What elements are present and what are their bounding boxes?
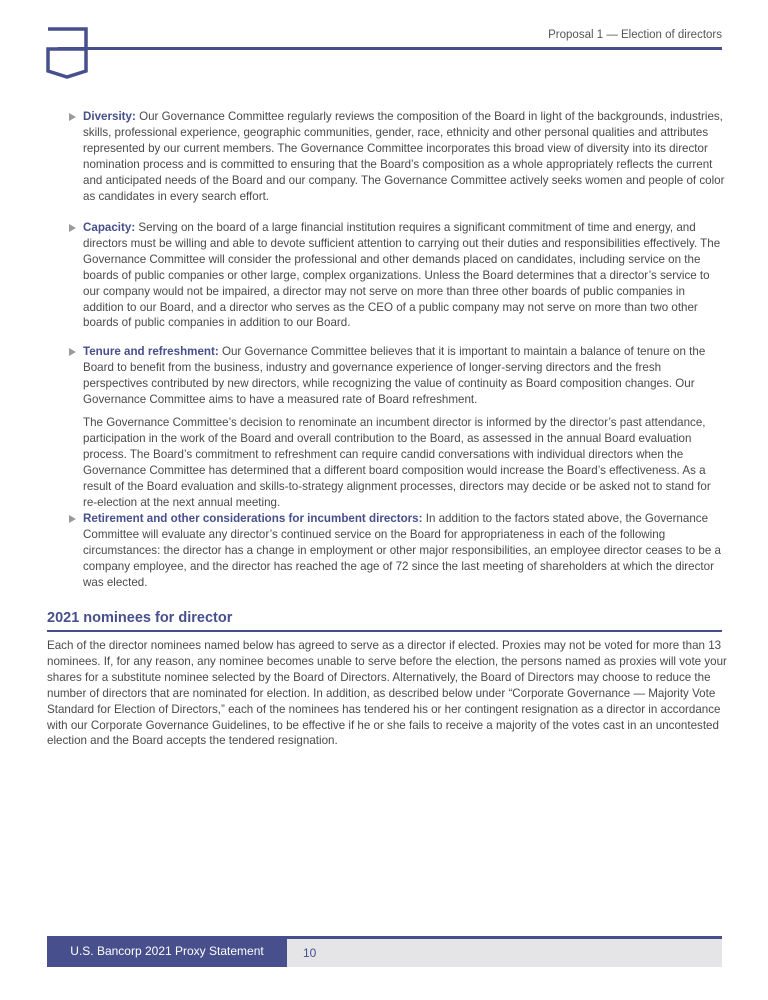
- tenure-paragraph: The Governance Committee’s decision to renominate an incumbent director is informed by the director’s past attendance, participation in the work of the Board and overall contribution to the Board, as assessed in the annual Board evaluation process. The Board’s commitment to refreshment can require candid conversations with individual directors when the Governance Committee has determined that a different board composition would increase the Board’s effectiveness. As a result of the Board evaluation and skills-to-strategy alignment processes, directors may decide or be asked not to stand for re-election at the next annual meeting.: [83, 416, 711, 509]
- bullet-text: Serving on the board of a large financial institution requires a significant commitment of time and energy, and directors must be willing and able to devote sufficient attention to carrying out their duties and responsibilities effectively. The Governance Committee will consider the professional and other demands placed on candidates, including service on the boards of public companies or other large, complex organizations. Unless the Board determines that a director’s service to our company would not be impaired, a director may not serve on more than three other boards of public companies in addition to our Board, and a director who serves as the CEO of a public company may not serve on more than two other boards of public companies in addition to our Board.: [83, 221, 721, 330]
- bullet-lead: Capacity:: [83, 221, 136, 234]
- heading-rule: [47, 630, 722, 632]
- bullet-diversity: [83, 109, 725, 204]
- section-heading: 2021 nominees for director: [47, 610, 233, 626]
- section-header: Proposal 1 — Election of directors: [548, 29, 722, 41]
- bullet-lead: Diversity:: [83, 110, 136, 123]
- footer-bar: [47, 936, 722, 967]
- header-rule: [58, 47, 722, 50]
- bullet-text: In addition to the factors stated above, the Governance Committee will evaluate any director’s continued service on the Board for appropriateness in each of the following circumstances: the director has a change in employment or other major responsibilities, an employee director ceases to be a company employee, and the director has reached the age of 72 since the last meeting of shareholders at which the director was elected.: [83, 512, 721, 589]
- bullet-tenure: [83, 344, 725, 408]
- footer-title: U.S. Bancorp 2021 Proxy Statement: [47, 936, 287, 967]
- bullet-lead: Retirement and other considerations for incumbent directors:: [83, 512, 423, 525]
- bullet-text: Our Governance Committee believes that it is important to maintain a balance of tenure on the Board to benefit from the business, industry and governance experience of longer-serving directors and the fresh perspectives contributed by new directors, while recognizing the value of continuity as Board composition changes. Our Governance Committee aims to have a measured rate of Board refreshment.: [83, 345, 706, 406]
- page-number: 10: [303, 946, 317, 960]
- bullet-triangle-icon: [69, 515, 76, 523]
- bullet-triangle-icon: [69, 348, 76, 356]
- bullet-capacity: [83, 220, 725, 331]
- bullet-text: Our Governance Committee regularly reviews the composition of the Board in light of the backgrounds, industries, skills, professional experience, geographic communities, gender, race, ethnicity and other personal qualities and attributes represented by our current members. The Governance Committee incorporates this broad view of diversity into its director nomination process and is committed to ensuring that the Board’s composition as a whole appropriately reflects the current and anticipated needs of the Board and our company. The Governance Committee actively seeks women and people of color as candidates in every search effort.: [83, 110, 725, 203]
- shield-logo-icon: [46, 27, 90, 79]
- bullet-triangle-icon: [69, 224, 76, 232]
- bullet-triangle-icon: [69, 113, 76, 121]
- bullet-lead: Tenure and refreshment:: [83, 345, 219, 358]
- nominees-paragraph: Each of the director nominees named below has agreed to serve as a director if elected. Proxies may not be voted for more than 13 nominees. If, for any reason, any nominee becomes unable to serve before the election, the persons named as proxies will vote your shares for a substitute nominee selected by the Board of Directors. Alternatively, the Board of Directors may choose to reduce the number of directors that are nominated for election. In addition, as described below under “Corporate Governance — Majority Vote Standard for Election of Directors,” each of the nominees has tendered his or her contingent resignation as a director in accordance with our Corporate Governance Guidelines, to be effective if he or she fails to receive a majority of the votes cast in an uncontested election and the Board accepts the tendered resignation.: [47, 639, 727, 748]
- bullet-retirement: [83, 511, 725, 591]
